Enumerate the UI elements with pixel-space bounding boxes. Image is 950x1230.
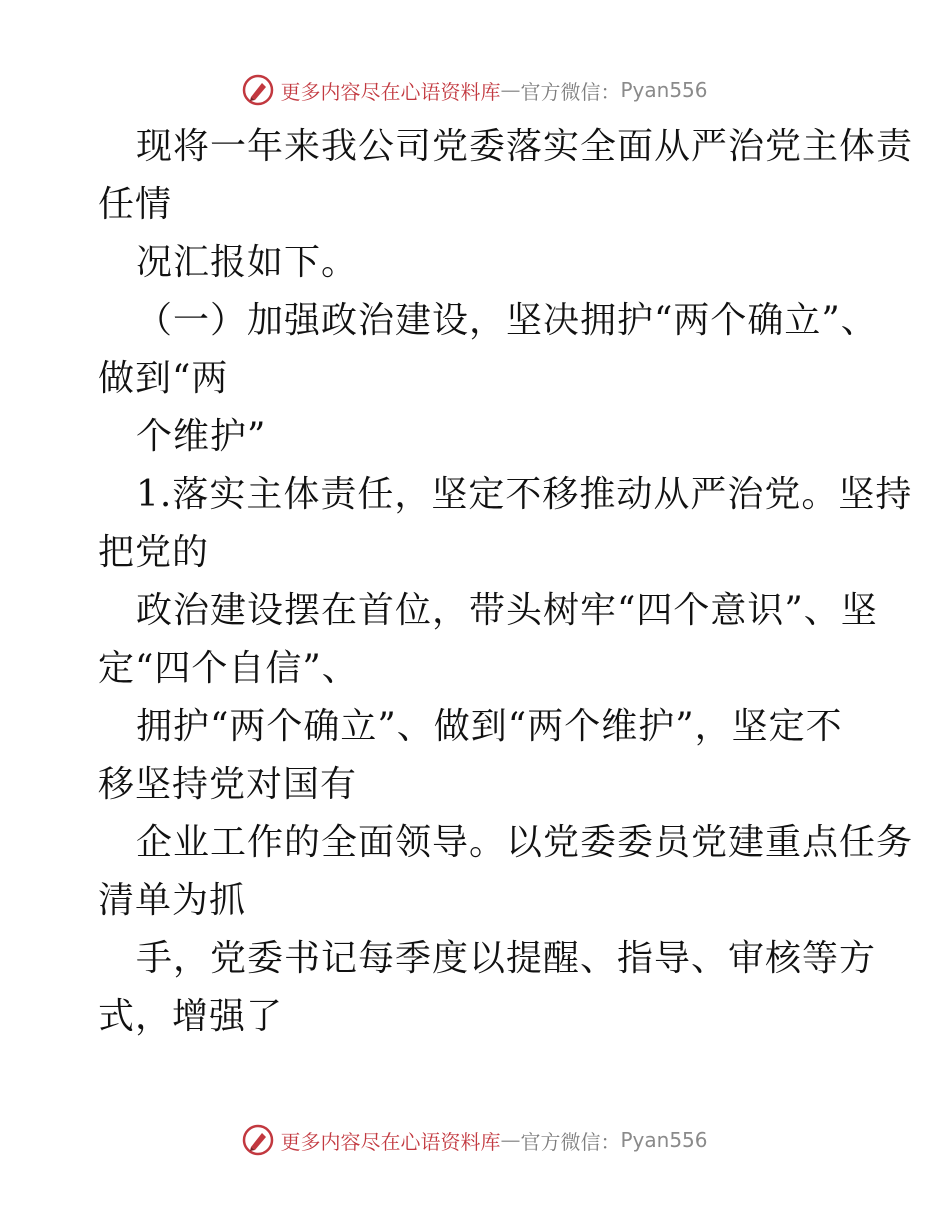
paragraph-line: 况汇报如下。 [136, 242, 359, 283]
paragraph-line: 清单为抓 [98, 880, 247, 921]
paragraph-line: 定“四个自信”、 [98, 648, 359, 689]
pen-logo-icon [242, 74, 274, 106]
paragraph-line: 拥护“两个确立”、做到“两个维护”，坚定不 [136, 706, 843, 747]
section-heading-line: （一）加强政治建设，坚决拥护“两个确立”、 [136, 300, 878, 341]
section-heading-line: 个维护” [136, 416, 267, 457]
header-wechat-label: 官方微信： [520, 79, 621, 104]
paragraph-line: 1.落实主体责任，坚定不移推动从严治党。坚持 [136, 474, 913, 515]
footer-dash: — [500, 1128, 521, 1152]
paragraph-line: 移坚持党对国有 [98, 764, 358, 805]
document-body [98, 118, 914, 1046]
paragraph-line: 手，党委书记每季度以提醒、指导、审核等方 [136, 938, 877, 979]
header-brand-text: 更多内容尽在心语资料库 [280, 79, 501, 104]
pen-logo-icon [242, 1124, 274, 1156]
paragraph-line: 把党的 [98, 532, 210, 573]
header-banner [0, 70, 950, 110]
paragraph-line: 任情 [98, 184, 173, 225]
paragraph-line: 现将一年来我公司党委落实全面从严治党主体责 [136, 126, 914, 167]
section-heading-line: 做到“两 [98, 358, 229, 399]
paragraph-line: 企业工作的全面领导。以党委委员党建重点任务 [136, 822, 914, 863]
footer-banner [0, 1120, 950, 1160]
footer-brand-text: 更多内容尽在心语资料库 [280, 1129, 501, 1154]
footer-wechat-label: 官方微信： [520, 1129, 621, 1154]
header-dash: — [500, 78, 521, 102]
header-wechat-id: Pyan556 [620, 78, 708, 102]
paragraph-line: 式，增强了 [98, 996, 284, 1037]
paragraph-line: 政治建设摆在首位，带头树牢“四个意识”、坚 [136, 590, 878, 631]
footer-wechat-id: Pyan556 [620, 1128, 708, 1152]
